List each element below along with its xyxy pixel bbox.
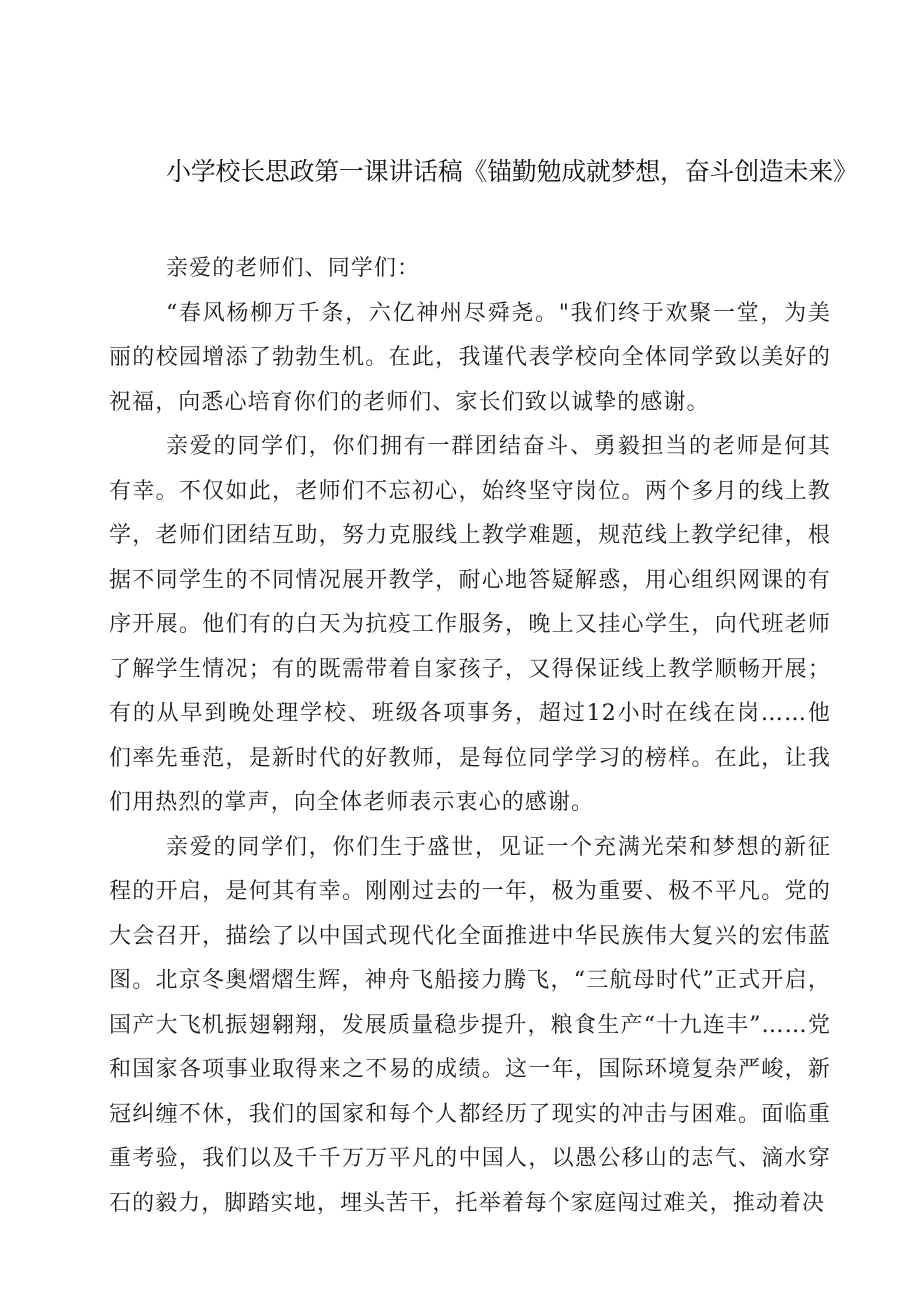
salutation: 亲爱的老师们、同学们： bbox=[166, 256, 421, 281]
document-body bbox=[109, 247, 831, 1226]
paragraph-3: 亲爱的同学们，你们生于盛世，见证一个充满光荣和梦想的新征程的开启，是何其有幸。刚刚过去的一年，极为重要、极不平凡。党的大会召开，描绘了以中国式现代化全面推进中华民族伟大复兴的宏伟蓝图。北京冬奥熠熠生辉，神舟飞船接力腾飞，“三航母时代”正式开启，国产大飞机振翅翱翔，发展质量稳步提升，粮食生产“十九连丰”……党和国家各项事业取得来之不易的成绩。这一年，国际环境复杂严峻，新冠纠缠不休，我们的国家和每个人都经历了现实的冲击与困难。面临重重考验，我们以及千千万万平凡的中国人，以愚公移山的志气、滴水穿石的毅力，脚踏实地，埋头苦干，托举着每个家庭闯过难关，推动着决 bbox=[109, 834, 831, 1216]
paragraph-1: “春风杨柳万千条，六亿神州尽舜尧。"我们终于欢聚一堂，为美丽的校园增添了勃勃生机。在此，我谨代表学校向全体同学致以美好的祝福，向悉心培育你们的老师们、家长们致以诚挚的感谢。 bbox=[109, 300, 831, 415]
document-title: 小学校长思政第一课讲话稿《锚勤勉成就梦想，奋斗创造未来》 bbox=[166, 157, 858, 186]
paragraph-2: 亲爱的同学们，你们拥有一群团结奋斗、勇毅担当的老师是何其有幸。不仅如此，老师们不忘初心，始终坚守岗位。两个多月的线上教学，老师们团结互助，努力克服线上教学难题，规范线上教学纪律，根据不同学生的不同情况展开教学，耐心地答疑解惑，用心组织网课的有序开展。他们有的白天为抗疫工作服务，晚上又挂心学生，向代班老师了解学生情况；有的既需带着自家孩子，又得保证线上教学顺畅开展；有的从早到晚处理学校、班级各项事务，超过12小时在线在岗……他们率先垂范，是新时代的好教师，是每位同学学习的榜样。在此，让我们用热烈的掌声，向全体老师表示衷心的感谢。 bbox=[109, 434, 831, 815]
